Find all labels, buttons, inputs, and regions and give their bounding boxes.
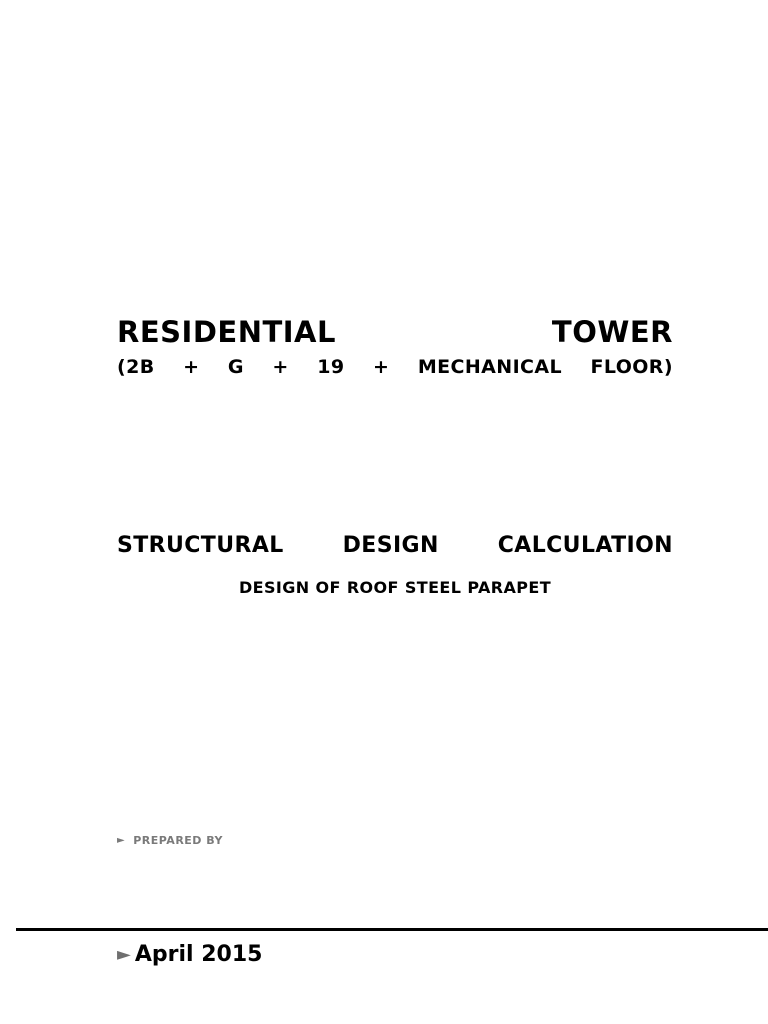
project-subtitle-token: FLOOR) (590, 356, 673, 378)
project-subtitle (117, 355, 673, 379)
project-subtitle-token: + (183, 356, 200, 378)
project-subtitle-token: MECHANICAL (417, 356, 562, 378)
calculation-title (117, 532, 673, 560)
footer-date (117, 940, 262, 970)
calculation-title-word: DESIGN (342, 533, 439, 558)
project-subtitle-token: (2B (117, 356, 155, 378)
project-subtitle-token: G (227, 356, 244, 378)
calculation-title-word: STRUCTURAL (117, 533, 284, 558)
project-subtitle-token: + (272, 356, 289, 378)
date-text: April 2015 (134, 942, 263, 967)
footer-divider (16, 928, 768, 931)
prepared-by-label: PREPARED BY (133, 834, 224, 847)
calculation-subtitle: DESIGN OF ROOF STEEL PARAPET (238, 578, 552, 597)
project-title-word: RESIDENTIAL (117, 315, 336, 349)
prepared-by (117, 833, 223, 849)
project-subtitle-token: + (373, 356, 390, 378)
calculation-title-word: CALCULATION (497, 533, 673, 558)
triangle-right-icon: ► (117, 944, 131, 965)
triangle-right-icon: ► (117, 835, 126, 846)
project-title (117, 313, 673, 351)
project-subtitle-token: 19 (317, 356, 345, 378)
project-title-word: TOWER (551, 315, 673, 349)
